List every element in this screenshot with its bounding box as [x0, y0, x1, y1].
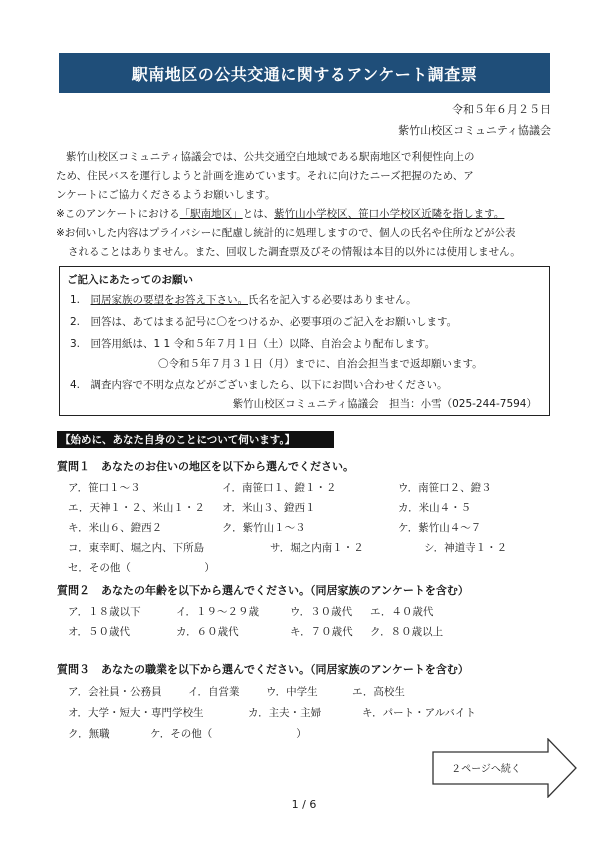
document-title: 駅南地区の公共交通に関するアンケート調査票	[59, 53, 550, 93]
intro-paragraph	[56, 148, 556, 262]
note-privacy-line1: ※お伺いした内容はプライバシーに配慮し統計的に処理しますので、個人の氏名や住所などが公表	[56, 227, 516, 239]
note-area-definition	[56, 205, 556, 224]
request-item-3-return: 〇令和５年７月３１日（月）までに、自治会担当まで返却願います。	[158, 358, 483, 370]
q3-option[interactable]: ク．無職	[68, 728, 110, 740]
q1-option[interactable]: キ．米山６、鐙西２	[68, 522, 163, 534]
q3-option[interactable]: ウ．中学生	[266, 686, 318, 698]
q2-option[interactable]: カ．６０歳代	[176, 626, 239, 638]
intro-line: 紫竹山校区コミュニティ協議会では、公共交通空白地域である駅南地区で利便性向上の	[66, 151, 475, 163]
request-box	[59, 266, 550, 416]
q2-option[interactable]: ア．１８歳以下	[68, 606, 141, 618]
q2-option[interactable]: エ．４０歳代	[370, 606, 434, 618]
q1-option[interactable]: ウ．南笹口２、鐙３	[398, 482, 492, 494]
q1-option[interactable]: ケ．紫竹山４〜７	[398, 522, 482, 534]
q3-option[interactable]: キ．パート・アルバイト	[362, 707, 476, 719]
q1-option[interactable]: イ．南笹口１、鐙１・２	[222, 482, 337, 494]
request-item-3: 3. 回答用紙は、1 1 令和５年７月１日（土）以降、自治会より配布します。	[70, 338, 436, 350]
q3-option[interactable]: ア．会社員・公務員	[68, 686, 162, 698]
note-prefix: ※このアンケートにおける	[56, 208, 180, 220]
section-header: 【始めに、あなた自身のことについて伺います。】	[57, 431, 334, 448]
request-item-1-emphasis: 同居家族の要望をお答え下さい。	[90, 294, 249, 306]
note-mid: とは、	[242, 208, 275, 220]
request-item-1-rest: 氏名を記入する必要はありません。	[248, 294, 417, 306]
q3-option[interactable]: カ．主夫・主婦	[248, 707, 322, 719]
q1-option[interactable]: エ．天神１・２、米山１・２	[68, 502, 205, 514]
request-item-1-num: 1.	[70, 294, 81, 306]
request-contact: 紫竹山校区コミュニティ協議会 担当：小雪（025-244-7594）	[232, 398, 537, 410]
q1-option-other[interactable]: セ．その他（ ）	[68, 562, 215, 574]
q2-option[interactable]: ウ．３０歳代	[290, 606, 353, 618]
request-item-1	[70, 292, 417, 307]
q2-option[interactable]: イ．１９〜２９歳	[176, 606, 260, 618]
request-item-4: 4. 調査内容で不明な点などがございましたら、以下にお問い合わせください。	[70, 379, 448, 391]
q2-option[interactable]: オ．５０歳代	[68, 626, 131, 638]
q3-option[interactable]: オ．大学・短大・専門学校生	[68, 707, 204, 719]
q1-option[interactable]: ア．笹口１〜３	[68, 482, 141, 494]
q1-option[interactable]: カ．米山４・５	[398, 502, 472, 514]
request-item-2: 2. 回答は、あてはまる記号に〇をつけるか、必要事項のご記入をお願いします。	[70, 316, 458, 328]
q1-option[interactable]: オ．米山３、鐙西１	[222, 502, 316, 514]
issuer: 紫竹山校区コミュニティ協議会	[398, 124, 551, 137]
page-number: 1 / 6	[291, 798, 317, 811]
intro-line: ため、住民バスを運行しようと計画を進めています。それに向けたニーズ把握のため、ア	[56, 170, 474, 182]
date: 令和５年６月２５日	[452, 103, 551, 116]
request-title: ご記入にあたってのお願い	[67, 274, 193, 286]
q3-option[interactable]: エ．高校生	[352, 686, 405, 698]
note-term: 「駅南地区」	[179, 208, 243, 220]
q3-option[interactable]: イ．自営業	[188, 686, 240, 698]
intro-line: ンケートにご協力くださるようお願いします。	[56, 189, 276, 201]
note-definition: 紫竹山小学校区、笹口小学校区近隣を指します。	[274, 208, 505, 220]
q3-option-other[interactable]: ケ．その他（ ）	[150, 728, 307, 740]
q2-option[interactable]: ク．８０歳以上	[370, 626, 444, 638]
q1-option[interactable]: ク．紫竹山１〜３	[222, 522, 306, 534]
question-3-label: 質問３ あなたの職業を以下から選んでください。（同居家族のアンケートを含む）	[57, 663, 469, 676]
q1-option[interactable]: シ．神道寺１・２	[424, 542, 508, 554]
next-page-label[interactable]: ２ページへ続く	[451, 764, 521, 775]
q2-option[interactable]: キ．７０歳代	[290, 626, 353, 638]
question-1-label: 質問１ あなたのお住いの地区を以下から選んでください。	[57, 460, 354, 473]
question-2-label: 質問２ あなたの年齢を以下から選んでください。（同居家族のアンケートを含む）	[57, 584, 469, 597]
q1-option[interactable]: サ．堀之内南１・２	[270, 542, 364, 554]
q1-option[interactable]: コ．東幸町、堀之内、下所島	[68, 542, 205, 554]
note-privacy-line2: されることはありません。また、回収した調査票及びその情報は本目的以外には使用しません。	[68, 246, 521, 258]
